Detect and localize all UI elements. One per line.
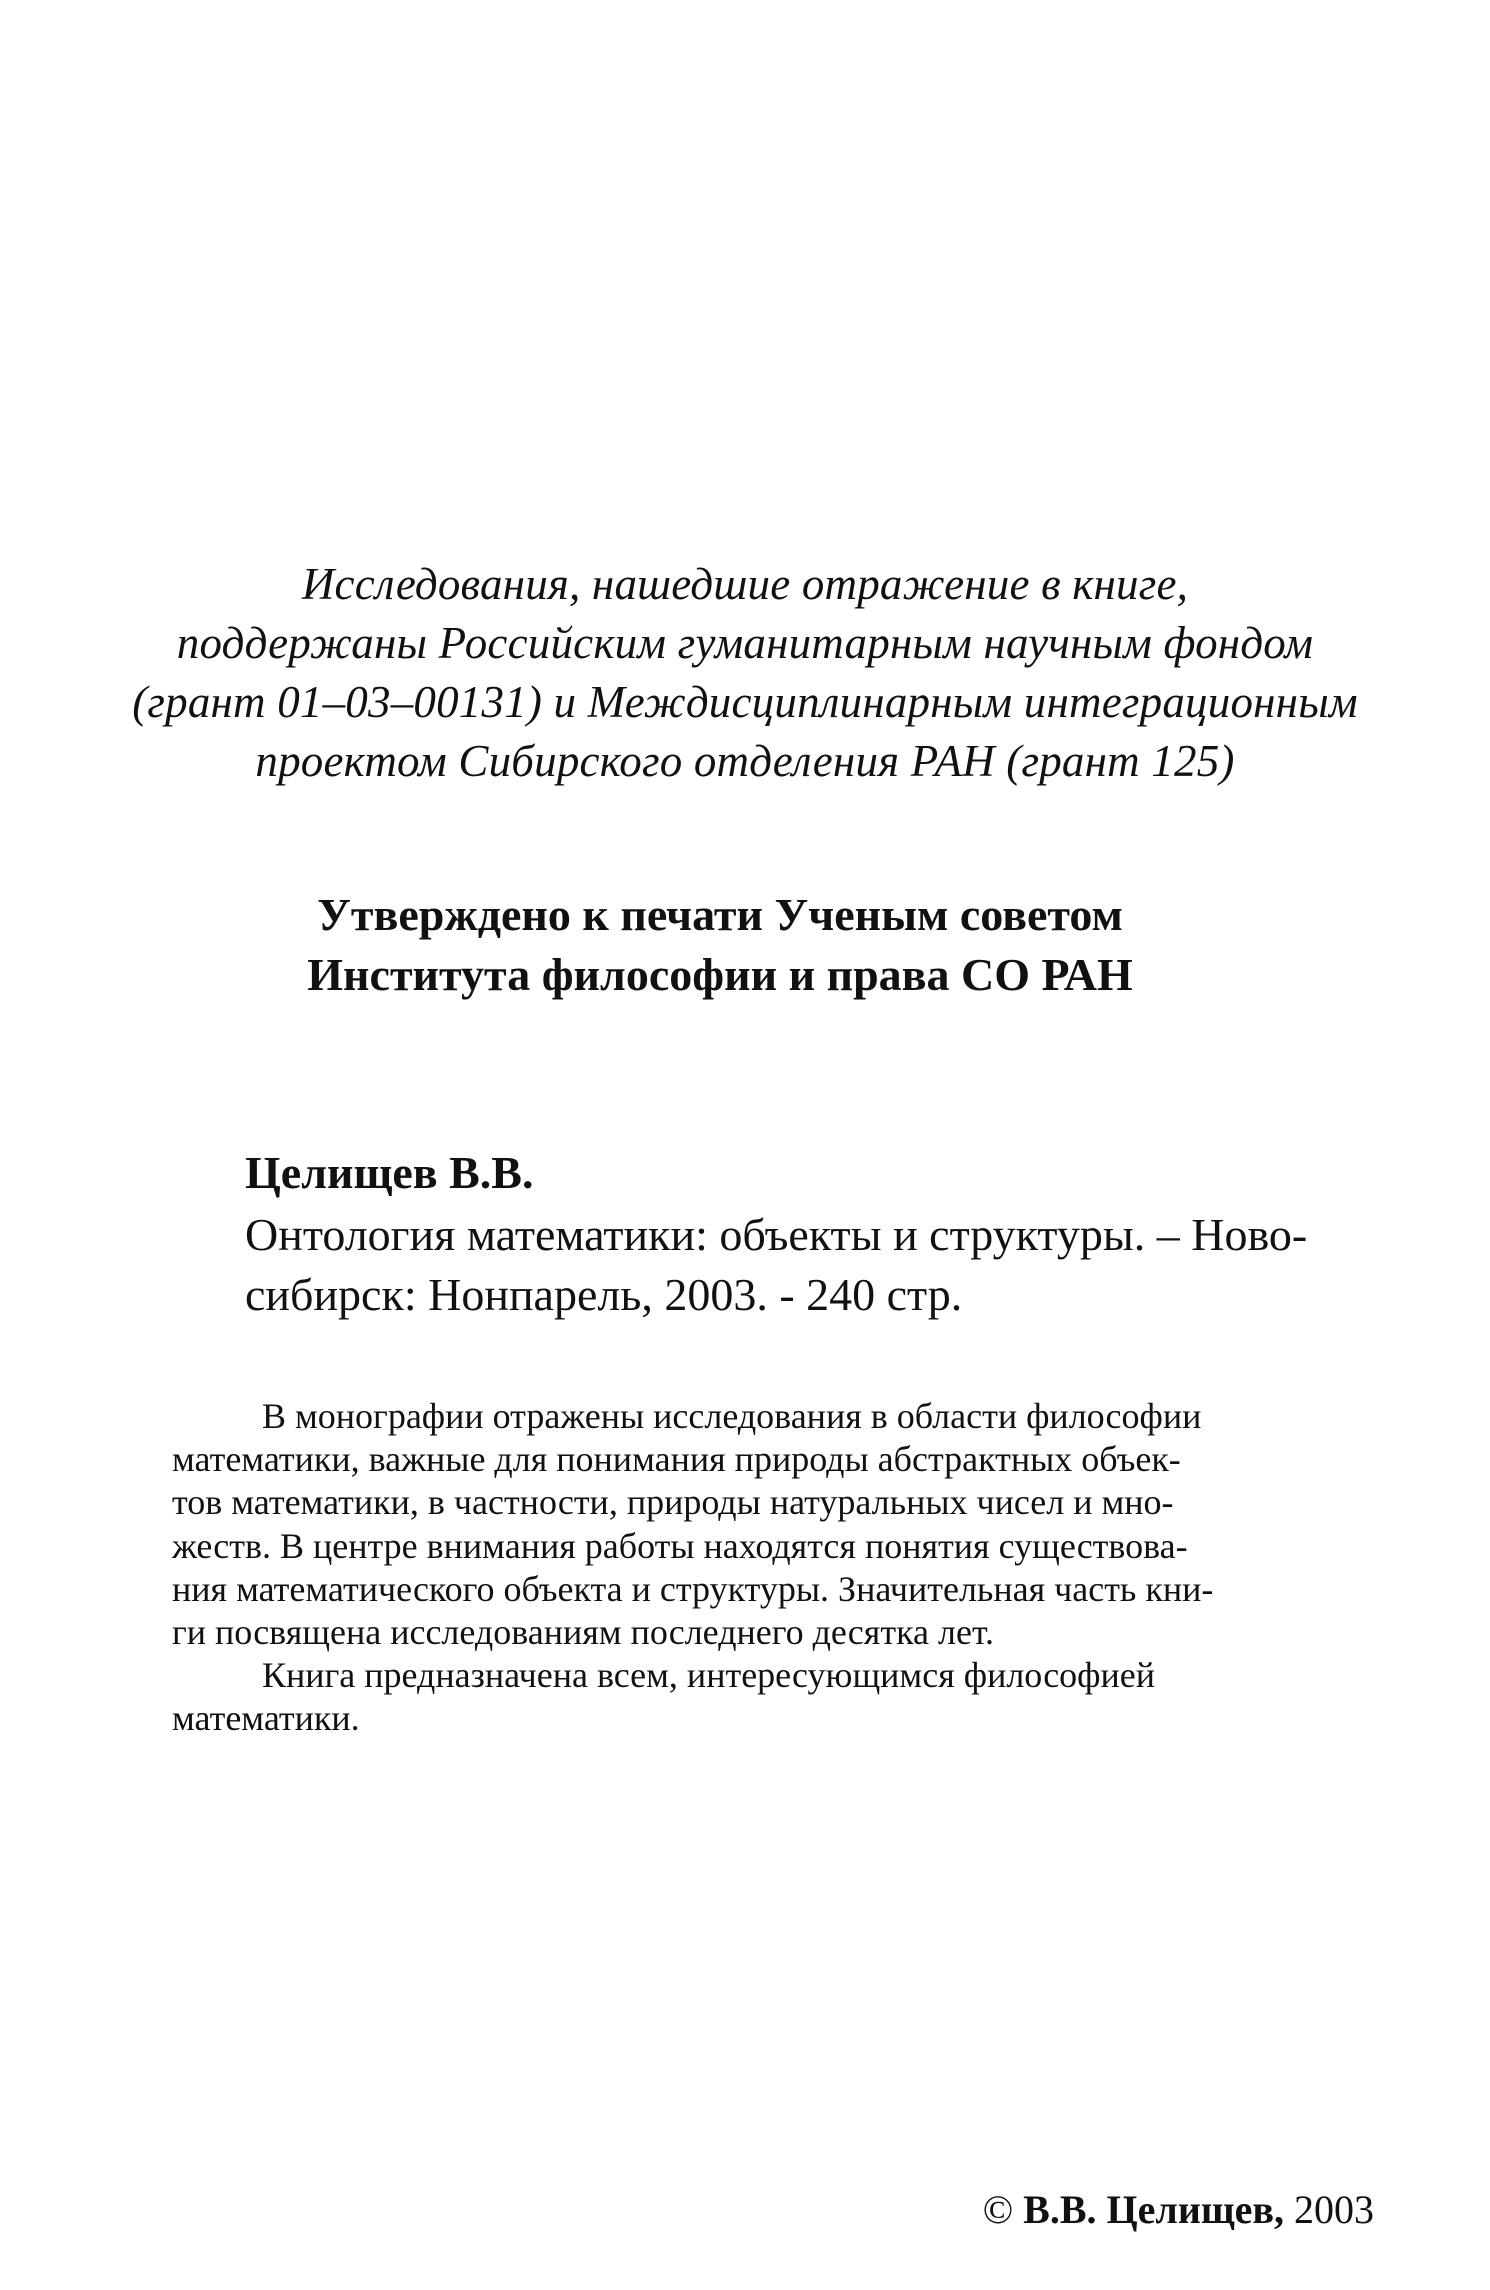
grant-note-line: Исследования, нашедшие отражение в книге,	[301, 559, 1189, 609]
annotation-line	[172, 1438, 1372, 1481]
copyright-year: 2003	[1294, 2187, 1374, 2232]
annotation-line	[172, 1525, 1372, 1568]
annotation-line	[172, 1568, 1372, 1611]
annotation	[172, 1395, 1372, 1741]
grant-note	[100, 555, 1390, 791]
annotation-text: Книга предназначена всем, интересующимся философией	[262, 1655, 1156, 1696]
annotation-text: В монографии отражены исследования в области философии	[262, 1396, 1202, 1436]
annotation-line	[172, 1395, 1372, 1438]
copyright-symbol: ©	[982, 2187, 1014, 2232]
annotation-line	[172, 1697, 1372, 1740]
copyright-holder: В.В. Целищев,	[1023, 2187, 1284, 2232]
bib-line	[245, 1205, 1365, 1265]
bib-line-text: Онтология математики: объекты и структуры. – Ново-	[245, 1209, 1308, 1260]
bib-line-text: сибирск: Нонпарель, 2003. - 240 стр.	[245, 1269, 963, 1320]
bibliographic-record	[245, 1205, 1365, 1325]
annotation-line	[172, 1611, 1372, 1654]
annotation-text: тов математики, в частности, природы натуральных чисел и мно-	[172, 1482, 1174, 1523]
grant-note-line: поддержаны Российским гуманитарным научным фондом	[176, 618, 1314, 668]
annotation-text: ния математического объекта и структуры. Значительная часть кни-	[172, 1568, 1214, 1609]
annotation-line	[172, 1481, 1372, 1524]
approval-line: Утверждено к печати Ученым советом	[317, 889, 1123, 940]
annotation-line	[172, 1654, 1372, 1697]
grant-note-line: (грант 01–03–00131) и Междисциплинарным интеграционным	[132, 677, 1358, 727]
annotation-text: математики, важные для понимания природы абстрактных объек-	[172, 1439, 1181, 1480]
annotation-text: математики.	[172, 1698, 360, 1739]
approval-line: Института философии и права СО РАН	[307, 949, 1133, 1000]
copyright-notice	[983, 2185, 1374, 2235]
annotation-text: ги посвящена исследованиям последнего десятка лет.	[172, 1612, 994, 1653]
annotation-text: жеств. В центре внимания работы находятся понятия существова-	[172, 1525, 1188, 1566]
approval-note	[140, 885, 1300, 1005]
author-name: Целищев В.В.	[245, 1147, 534, 1198]
grant-note-line: проектом Сибирского отделения РАН (грант 125)	[255, 736, 1235, 786]
bib-line	[245, 1265, 1365, 1325]
